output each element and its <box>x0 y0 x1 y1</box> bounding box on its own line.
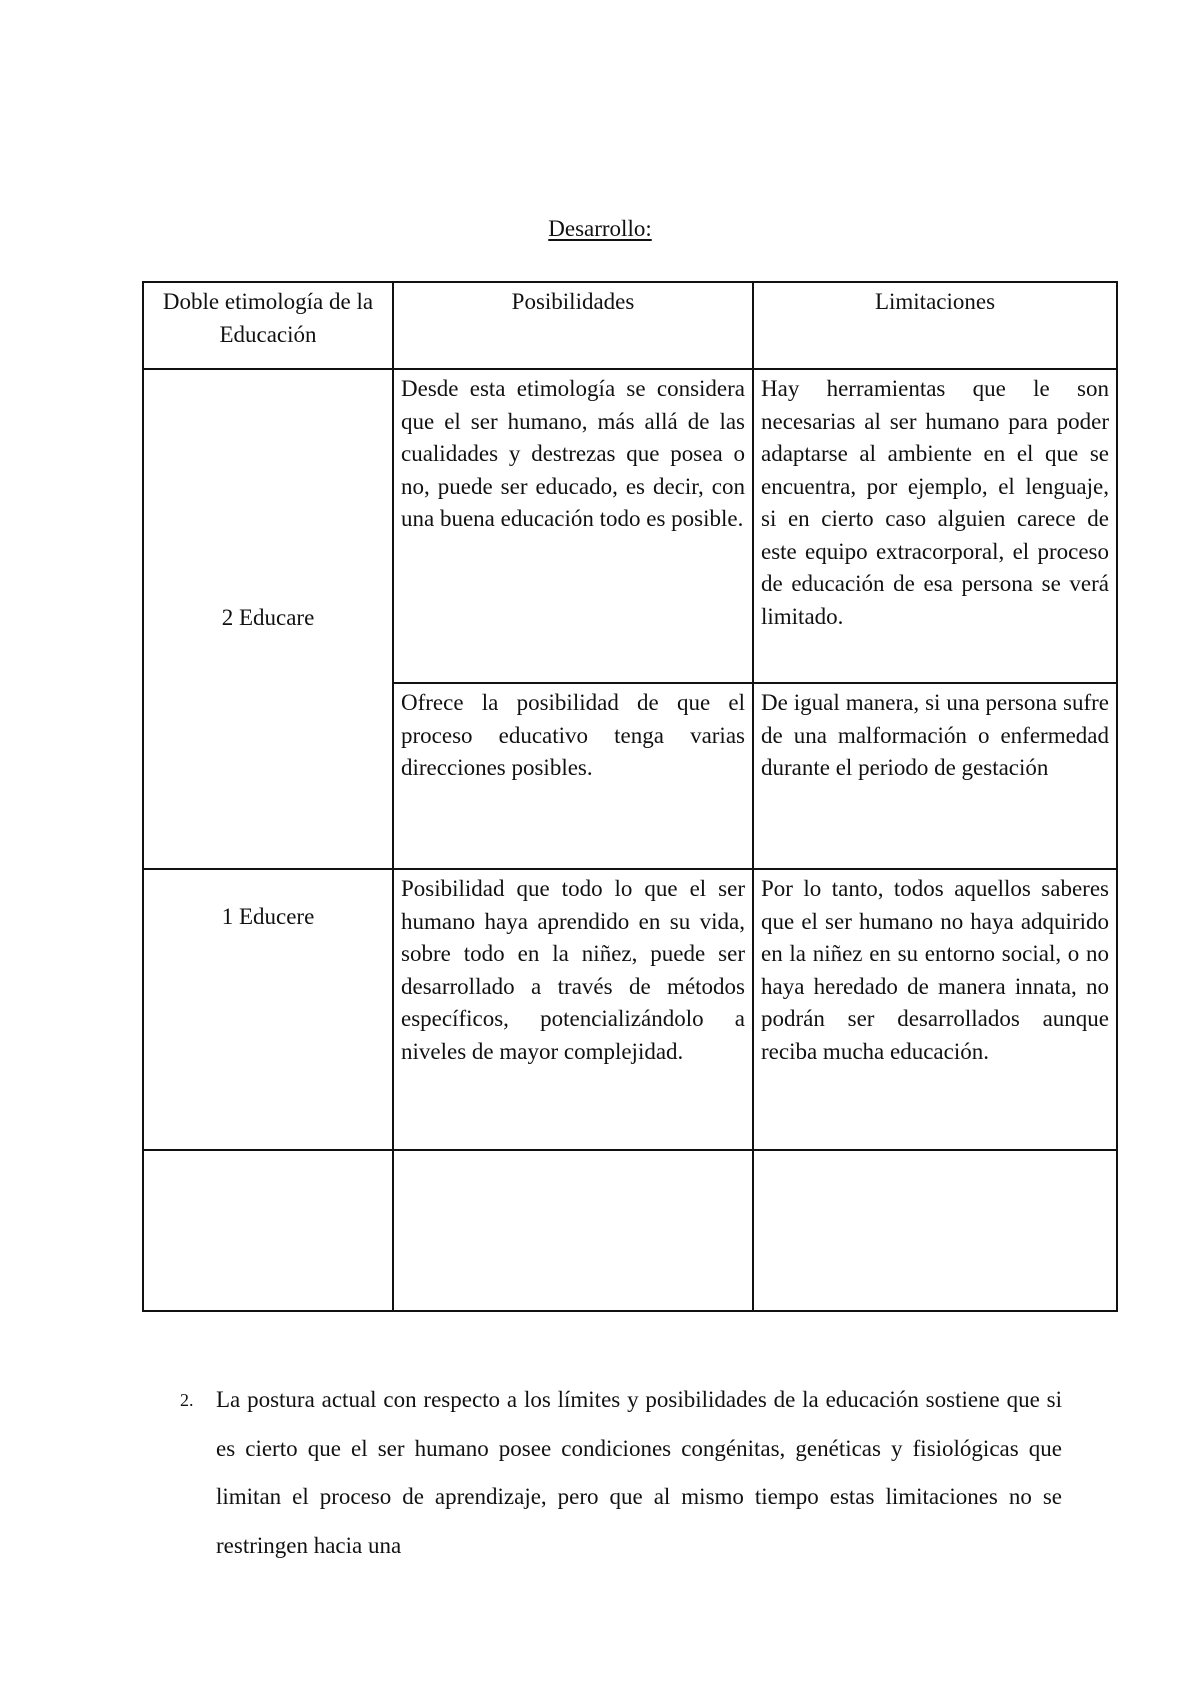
empty-table-row <box>143 1150 1117 1311</box>
limitacion-cell: De igual manera, si una persona sufre de una malformación o enfermedad durante el periodo de gestación <box>753 683 1117 869</box>
table-row <box>143 369 1117 683</box>
empty-cell <box>143 1150 393 1311</box>
term-cell-educere <box>143 869 393 1150</box>
list-number: 2. <box>180 1390 194 1410</box>
limitacion-cell: Hay herramientas que le son necesarias al ser humano para poder adaptarse al ambiente en el que se encuentra, por ejemplo, el lenguaje, si en cierto caso alguien carece de este equipo extracorporal, el proceso de educación de esa persona se verá limitado. <box>753 369 1117 683</box>
term-cell-educare <box>143 369 393 869</box>
empty-cell <box>753 1150 1117 1311</box>
term-educere: 1 Educere <box>221 904 315 929</box>
page-title: Desarrollo: <box>548 216 652 241</box>
table-header-row <box>143 282 1117 369</box>
empty-cell <box>393 1150 753 1311</box>
header-posibilidades: Posibilidades <box>393 282 753 369</box>
limitacion-cell: Por lo tanto, todos aquellos saberes que el ser humano no haya adquirido en la niñez en su entorno social, o no haya heredado de manera innata, no podrán ser desarrollados aunque reciba mucha educación. <box>753 869 1117 1150</box>
term-educare: 2 Educare <box>221 605 315 631</box>
header-limitaciones: Limitaciones <box>753 282 1117 369</box>
body-paragraph: La postura actual con respecto a los límites y posibilidades de la educación sostiene que si es cierto que el ser humano posee condiciones congénitas, genéticas y fisiológicas que limitan el proceso de aprendizaje, pero que al mismo tiempo estas limitaciones no se restringen hacia una <box>216 1387 1062 1558</box>
posibilidad-cell: Desde esta etimología se considera que el ser humano, más allá de las cualidades y destrezas que posea o no, puede ser educado, es decir, con una buena educación todo es posible. <box>393 369 753 683</box>
etymology-table <box>142 281 1118 1312</box>
header-etimologia: Doble etimología de la Educación <box>143 282 393 369</box>
posibilidad-cell: Ofrece la posibilidad de que el proceso educativo tenga varias direcciones posibles. <box>393 683 753 869</box>
posibilidad-cell: Posibilidad que todo lo que el ser humano haya aprendido en su vida, sobre todo en la niñez, puede ser desarrollado a través de métodos específicos, potencializándolo a niveles de mayor complejidad. <box>393 869 753 1150</box>
table-row <box>143 869 1117 1150</box>
